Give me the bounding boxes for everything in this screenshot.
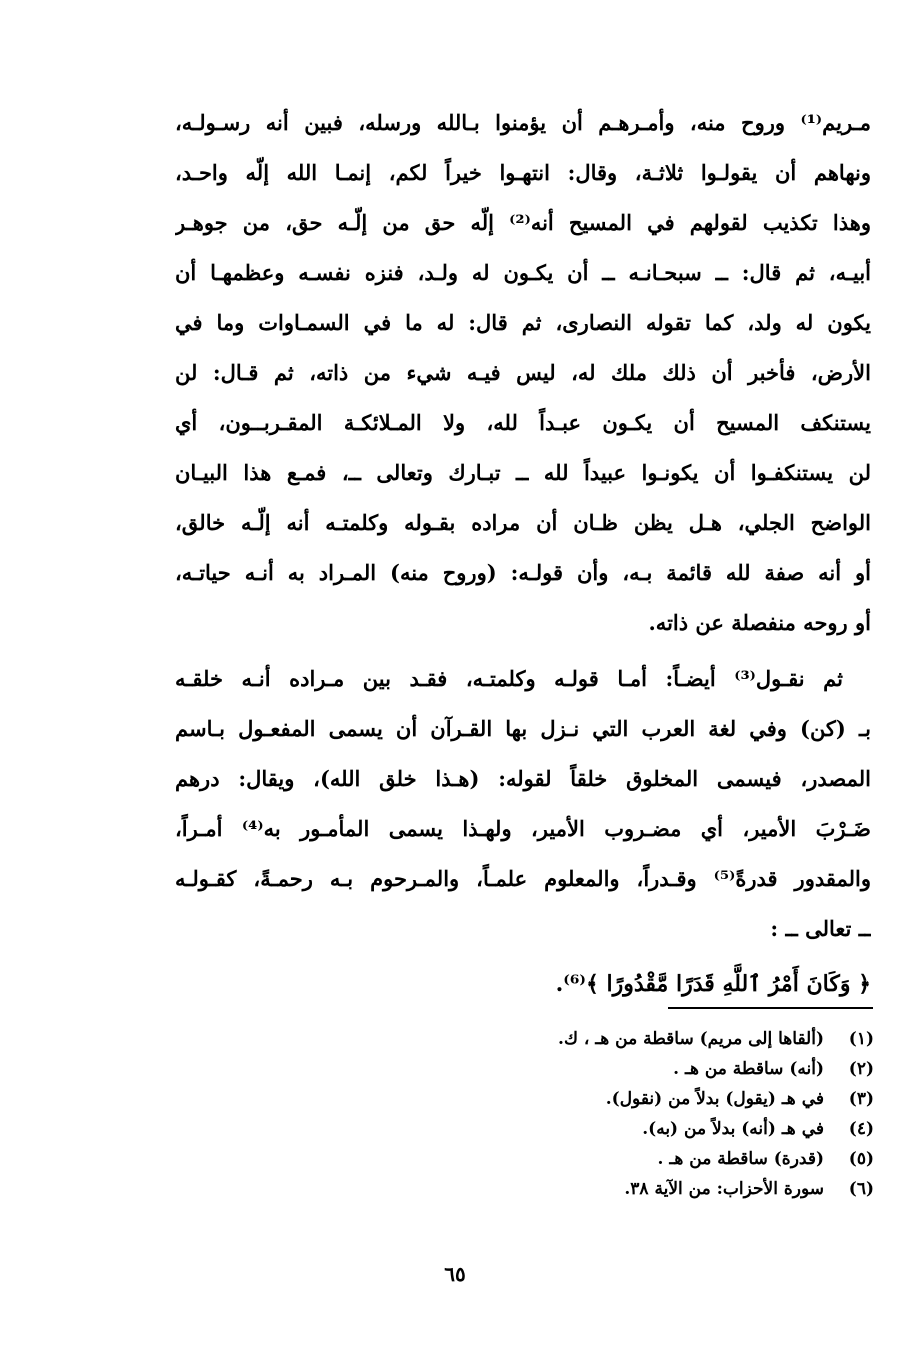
footnote (174, 1054, 874, 1084)
page-number: ٦٥ (444, 1262, 466, 1286)
text-line: مـريم⁽¹⁾ وروح منه، وأمـرهـم أن يؤمنوا بـالله ورسله، فبين أنه رسـولـه، (175, 110, 871, 135)
footnote-number: (٢) (848, 1059, 874, 1079)
text-line: الأرض، فأخبر أن ذلك ملك له، ليس فيـه شيء من ذاته، ثم قـال: لن (175, 360, 871, 385)
text-line: ــ تعالى ــ : (770, 916, 871, 941)
main-text (175, 98, 871, 1014)
footnote (174, 1084, 874, 1114)
footnote-text: سورة الأحزاب: من الآية ٣٨. (624, 1179, 824, 1199)
footnote-text: في هـ (أنه) بدلاً من (به). (642, 1119, 824, 1139)
text-line: المصدر، فيسمى المخلوق خلقاً لقوله: (هـذا خلق الله)، ويقال: درهم (175, 766, 871, 791)
text-line: يكون له ولد، كما تقوله النصارى، ثم قال: له ما في السمـاوات وما في (175, 310, 871, 335)
text-line: بـ (كن) وفي لغة العرب التي نـزل بها القـرآن أن يسمى المفعـول بـاسم (175, 716, 871, 741)
text-line: أو أنه صفة لله قائمة بـه، وأن قولـه: (وروح منه) المـراد به أنـه حياتـه، (175, 560, 871, 585)
text-line: يستنكف المسيح أن يكـون عبـداً لله، ولا المـلائكـة المقـربــون، أي (175, 410, 871, 435)
text-line: أو روحه منفصلة عن ذاته. (648, 610, 871, 635)
footnote-text: في هـ (يقول) بدلاً من (نقول). (605, 1089, 824, 1109)
footnote-text: (قدرة) ساقطة من هـ . (657, 1149, 824, 1169)
footnote-text: (ألقاها إلى مريم) ساقطة من هـ ، ك. (558, 1029, 824, 1049)
footnote-number: (٣) (848, 1089, 874, 1109)
footnote (174, 1174, 874, 1204)
footnote-number: (٥) (848, 1149, 874, 1169)
text-line: ونهاهم أن يقولـوا ثلاثـة، وقال: انتهـوا خيراً لكم، إنمـا الله إلّه واحـد، (175, 160, 871, 185)
footnote (174, 1144, 874, 1174)
text-line: الواضح الجلي، هـل يظن ظـان أن مراده بقـوله وكلمتـه أنه إلّـه خالق، (175, 510, 871, 535)
footnote-text: (أنه) ساقطة من هـ . (673, 1059, 824, 1079)
footnote-number: (٤) (848, 1119, 874, 1139)
text-line: أبيـه، ثم قال: ــ سبحـانـه ــ أن يكـون له ولـد، فنزه نفسـه وعظمهـا أن (175, 260, 871, 285)
text-line: لن يستنكفـوا أن يكونـوا عبيداً لله ــ تبـارك وتعالى ــ، فمـع هذا البيـان (175, 460, 871, 485)
text-line: والمقدور قدرةً⁽⁵⁾ وقـدراً، والمعلوم علمـاً، والمـرحوم بـه رحمـةً، كقـولـه (175, 866, 871, 891)
footnotes (174, 1024, 874, 1204)
text-line: ثم نقـول⁽³⁾ أيضـاً: أمـا قولـه وكلمتـه، فقـد بين مـراده أنـه خلقـه (175, 666, 843, 691)
footnote (174, 1024, 874, 1054)
footnote-number: (١) (848, 1029, 874, 1049)
text-line: ضَـرْبَ الأمير، أي مضـروب الأمير، ولهـذا يسمى المأمـور به⁽⁴⁾ أمـراً، (175, 816, 871, 841)
footnote (174, 1114, 874, 1144)
footnote-number: (٦) (848, 1179, 874, 1199)
text-line: وهذا تكذيب لقولهم في المسيح أنه⁽²⁾ إلّه حق من إلّـه حق، من جوهـر (175, 210, 871, 235)
footnote-separator (668, 1007, 873, 1009)
quran-verse: ﴿ وَكَانَ أَمْرُ ٱللَّهِ قَدَرًا مَّقْدُورًا ﴾⁽⁶⁾. (555, 971, 871, 997)
